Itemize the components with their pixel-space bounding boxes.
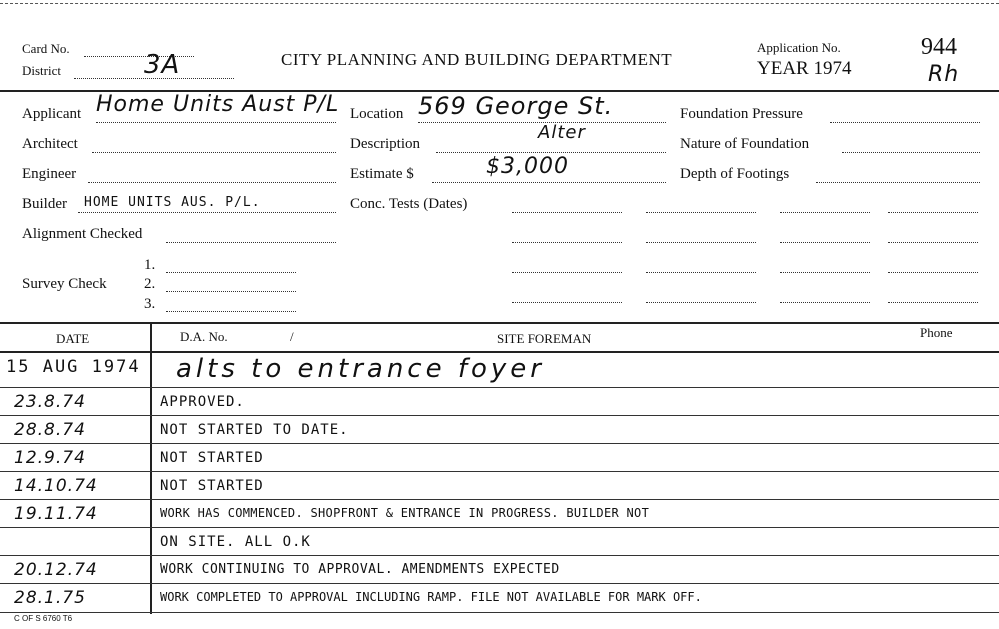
top-edge: [0, 3, 999, 4]
row-rule: [0, 471, 999, 472]
conc-test-line: [512, 272, 622, 273]
description-line: [436, 152, 666, 153]
row-rule: [0, 583, 999, 584]
conc-test-line: [780, 212, 870, 213]
survey-3-line: [166, 311, 296, 312]
description-value: Alter: [538, 122, 586, 143]
da-no-header: D.A. No.: [180, 329, 228, 344]
row-rule: [0, 443, 999, 444]
conc-test-line: [888, 242, 978, 243]
conc-test-line: [512, 302, 622, 303]
row-rule: [0, 415, 999, 416]
survey-2-line: [166, 291, 296, 292]
row-date: 15 AUG 1974: [6, 357, 141, 377]
site-foreman-header: SITE FOREMAN: [497, 331, 592, 346]
estimate-value: $3,000: [486, 154, 569, 179]
date-column-divider: [150, 322, 152, 614]
row-date: 19.11.74: [14, 504, 98, 524]
estimate-label: Estimate $: [350, 166, 414, 182]
phone-header: Phone: [920, 325, 953, 340]
row-date: 23.8.74: [14, 392, 86, 412]
foundation-pressure-line: [830, 122, 980, 123]
conc-test-line: [646, 212, 756, 213]
district-label: District: [22, 63, 61, 78]
row-date: 14.10.74: [14, 476, 98, 496]
application-no-value: 944: [921, 34, 957, 60]
row-date: 20.12.74: [14, 560, 98, 580]
row-date: 28.1.75: [14, 588, 86, 608]
depth-footings-line: [816, 182, 980, 183]
conc-test-line: [780, 272, 870, 273]
row-entry: APPROVED.: [160, 394, 245, 410]
alignment-label: Alignment Checked: [22, 226, 143, 242]
location-value: 569 George St.: [418, 92, 614, 120]
department-title: CITY PLANNING AND BUILDING DEPARTMENT: [281, 50, 673, 69]
conc-test-line: [780, 242, 870, 243]
builder-label: Builder: [22, 196, 67, 212]
conc-test-line: [512, 242, 622, 243]
district-value: 3A: [144, 50, 181, 80]
row-entry: WORK COMPLETED TO APPROVAL INCLUDING RAMP. FILE NOT AVAILABLE FOR MARK OFF.: [160, 590, 702, 604]
architect-line: [92, 152, 336, 153]
conc-test-line: [888, 212, 978, 213]
conc-test-line: [646, 302, 756, 303]
engineer-line: [88, 182, 336, 183]
nature-foundation-line: [842, 152, 980, 153]
survey-2: 2.: [144, 276, 156, 292]
conc-test-line: [646, 272, 756, 273]
architect-label: Architect: [22, 136, 78, 152]
row-entry: alts to entrance foyer: [176, 354, 545, 384]
row-date: 28.8.74: [14, 420, 86, 440]
builder-value: HOME UNITS AUS. P/L.: [84, 195, 261, 210]
row-entry: ON SITE. ALL O.K: [160, 534, 311, 550]
conc-test-line: [512, 212, 622, 213]
da-no-slash: /: [290, 329, 294, 344]
row-rule: [0, 527, 999, 528]
applicant-value: Home Units Aust P/L: [96, 92, 340, 117]
row-date: 12.9.74: [14, 448, 86, 468]
conc-tests-label: Conc. Tests (Dates): [350, 196, 468, 212]
row-entry: WORK HAS COMMENCED. SHOPFRONT & ENTRANCE IN PROGRESS. BUILDER NOT: [160, 506, 650, 520]
description-label: Description: [350, 136, 420, 152]
row-rule: [0, 612, 999, 613]
nature-foundation-label: Nature of Foundation: [680, 136, 810, 152]
date-header: DATE: [56, 331, 90, 346]
conc-test-line: [646, 242, 756, 243]
row-entry: NOT STARTED TO DATE.: [160, 422, 349, 438]
conc-test-line: [888, 272, 978, 273]
row-entry: WORK CONTINUING TO APPROVAL. AMENDMENTS EXPECTED: [160, 562, 560, 577]
form-code: C OF S 6760 T6: [14, 614, 73, 623]
application-no-label: Application No.: [757, 40, 841, 55]
row-rule: [0, 499, 999, 500]
card-no-label: Card No.: [22, 41, 70, 56]
conc-test-line: [888, 302, 978, 303]
initials: Rh: [928, 62, 960, 87]
survey-1: 1.: [144, 257, 156, 273]
foundation-pressure-label: Foundation Pressure: [680, 106, 803, 122]
year-label: YEAR 1974: [757, 58, 852, 79]
survey-3: 3.: [144, 296, 156, 312]
conc-test-line: [780, 302, 870, 303]
survey-1-line: [166, 272, 296, 273]
applicant-line: [96, 122, 336, 123]
row-rule: [0, 387, 999, 388]
location-label: Location: [350, 106, 404, 122]
row-entry: NOT STARTED: [160, 478, 264, 494]
depth-footings-label: Depth of Footings: [680, 166, 790, 182]
estimate-line: [432, 182, 666, 183]
survey-label: Survey Check: [22, 276, 107, 292]
row-rule: [0, 555, 999, 556]
alignment-line: [166, 242, 336, 243]
row-entry: NOT STARTED: [160, 450, 264, 466]
builder-line: [78, 212, 336, 213]
engineer-label: Engineer: [22, 166, 77, 182]
applicant-label: Applicant: [22, 106, 82, 122]
